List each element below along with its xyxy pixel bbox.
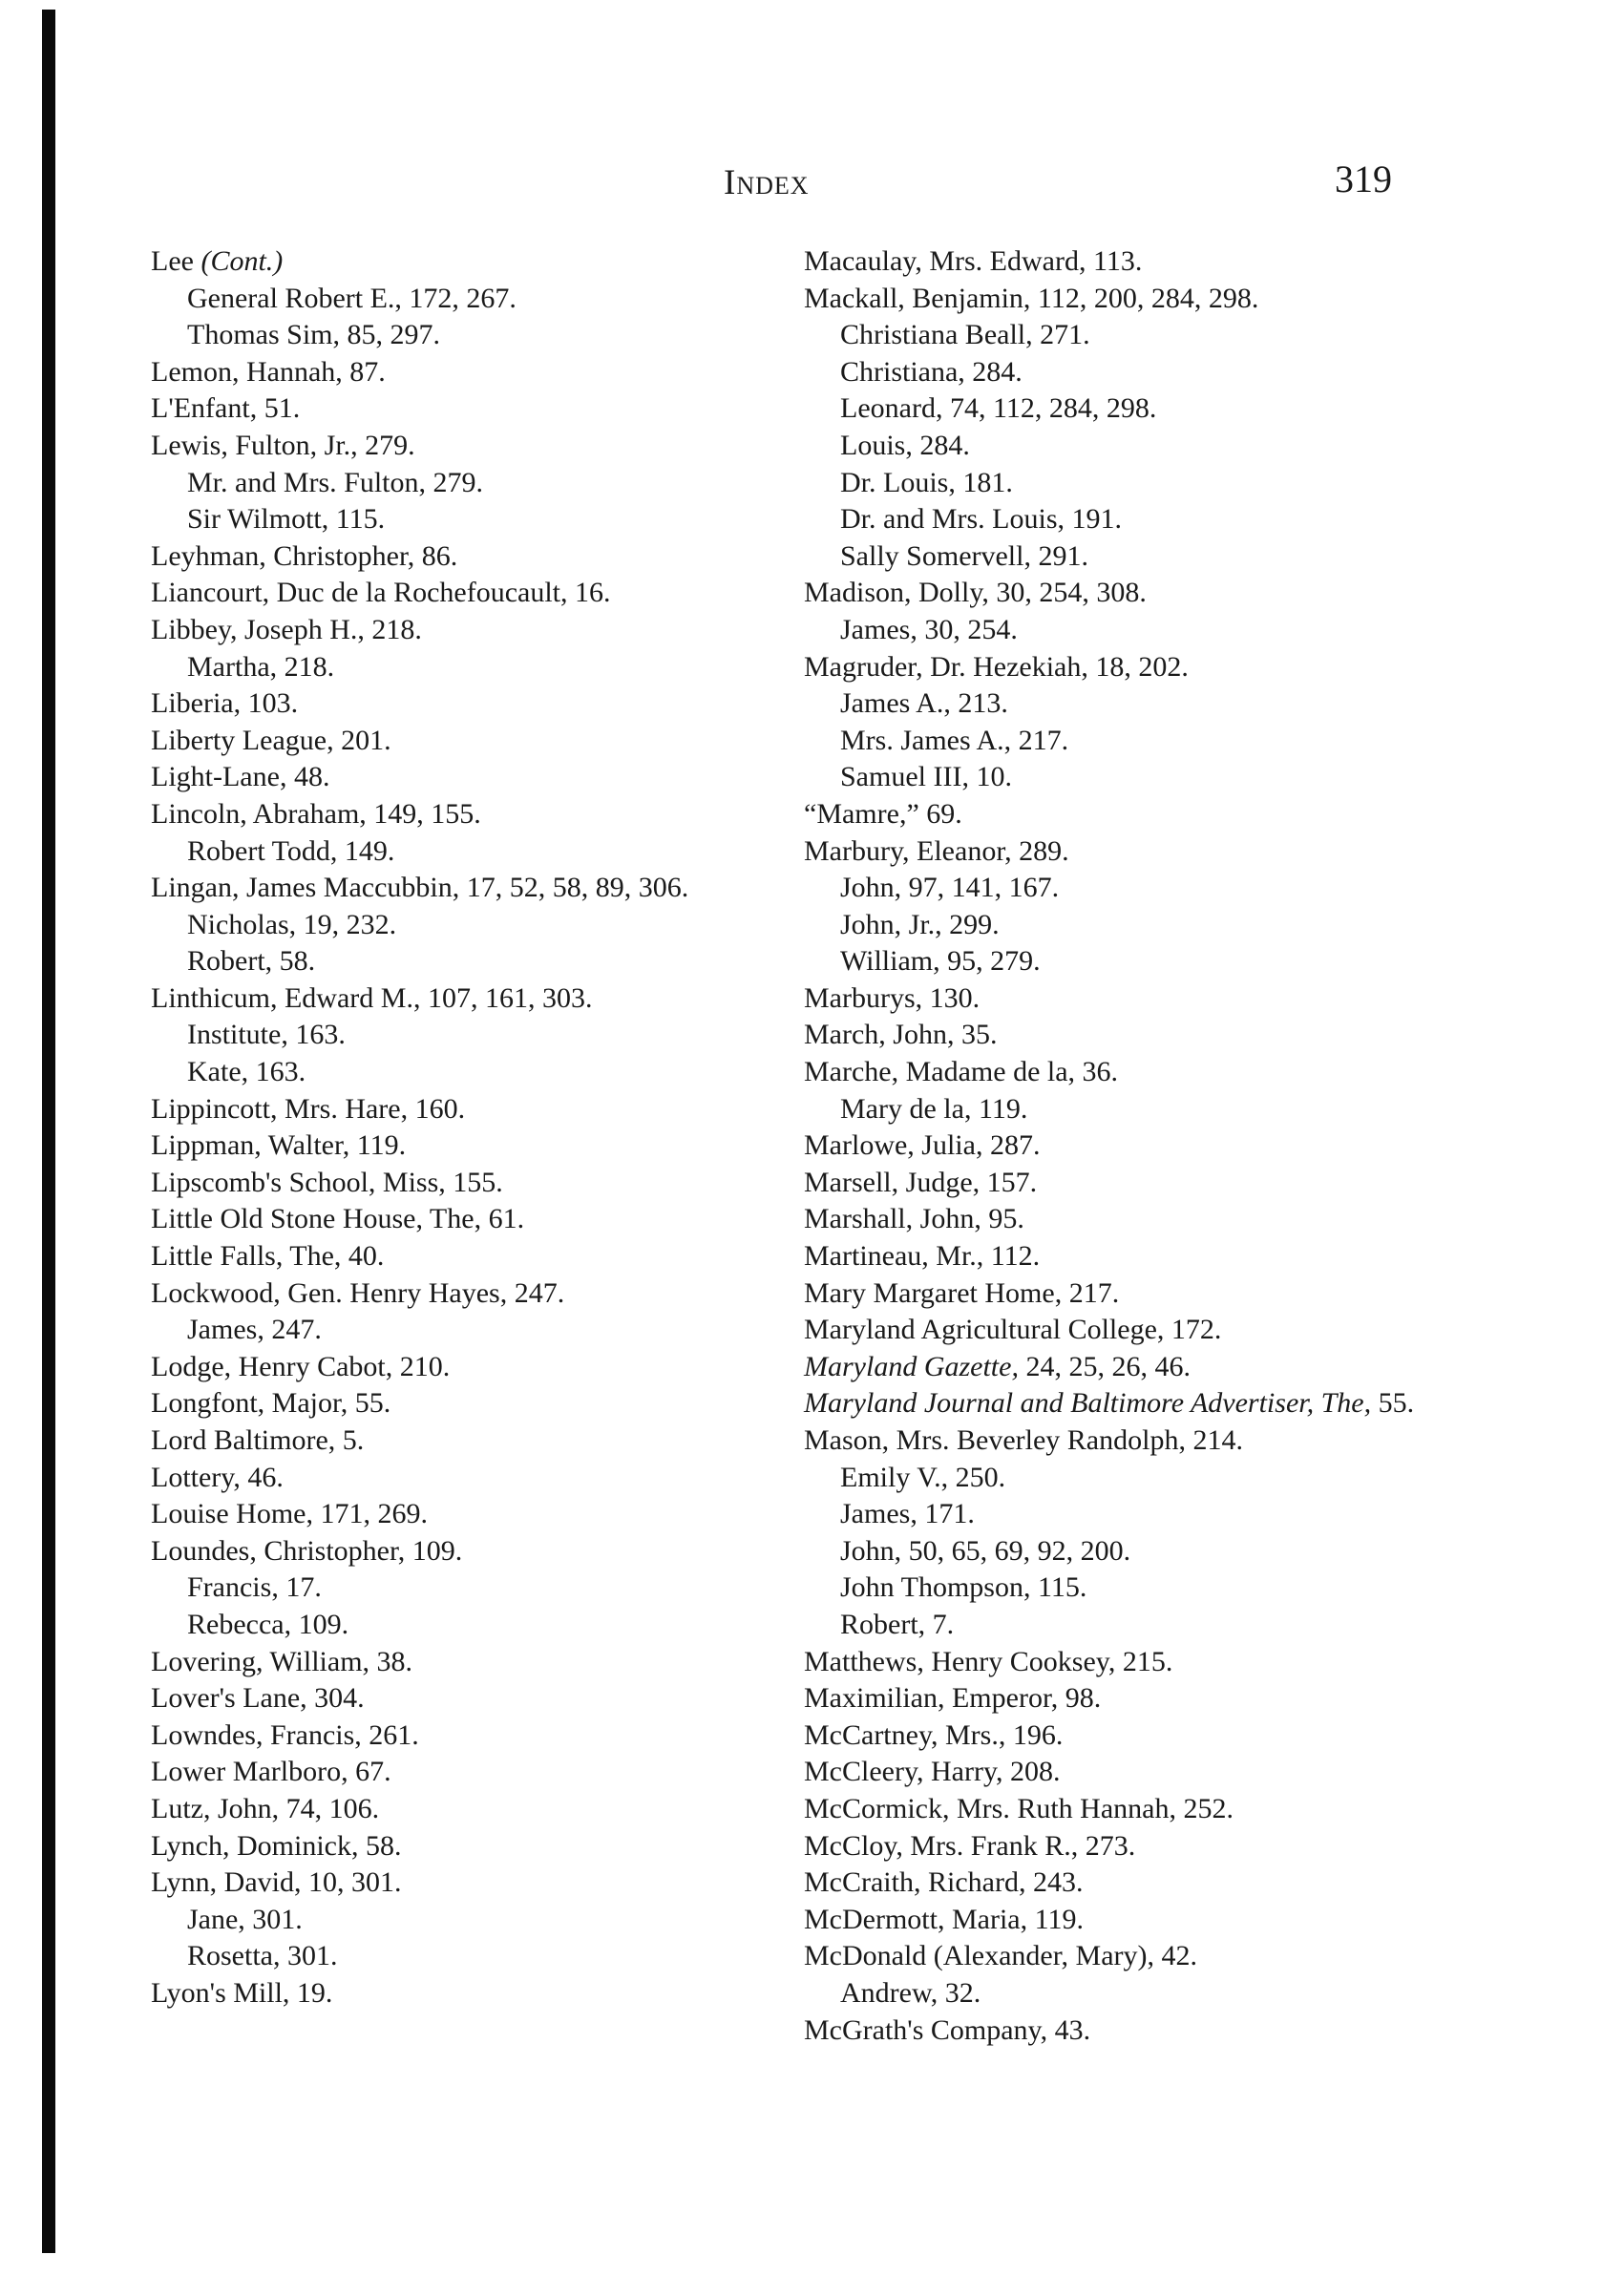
index-entry-text: Jane, 301. <box>187 1903 303 1935</box>
index-entry-text: 55. <box>1371 1387 1415 1420</box>
index-entry <box>151 1201 810 1238</box>
index-entry-text: Leonard, 74, 112, 284, 298. <box>840 392 1157 425</box>
index-entry-text: Liberty League, 201. <box>151 724 391 756</box>
index-entry <box>151 428 810 465</box>
index-entry-text: McCartney, Mrs., 196. <box>804 1718 1064 1751</box>
index-subentry <box>804 465 1463 502</box>
index-entry-text: Lipscomb's School, Miss, 155. <box>151 1166 503 1198</box>
index-entry-text: Louis, 284. <box>840 429 970 461</box>
index-entry <box>151 1718 810 1755</box>
index-entry-text: Lovering, William, 38. <box>151 1645 413 1677</box>
index-entry <box>151 1422 810 1460</box>
index-entry <box>151 1828 810 1865</box>
index-entry <box>804 243 1463 281</box>
index-entry-text: March, John, 35. <box>804 1019 998 1051</box>
index-entry <box>804 281 1463 318</box>
index-entry <box>151 1496 810 1533</box>
index-entry <box>804 649 1463 686</box>
index-entry <box>804 1828 1463 1865</box>
index-entry-text: Sally Somervell, 291. <box>840 539 1088 572</box>
index-entry <box>804 1201 1463 1238</box>
index-entry <box>804 575 1463 612</box>
index-entry-text: John, 50, 65, 69, 92, 200. <box>840 1534 1131 1567</box>
index-entry-text: McCormick, Mrs. Ruth Hannah, 252. <box>804 1792 1234 1824</box>
index-entry-text: Lynch, Dominick, 58. <box>151 1829 402 1862</box>
index-entry-text: Dr. and Mrs. Louis, 191. <box>840 503 1122 536</box>
index-entry <box>804 1644 1463 1681</box>
index-entry-text: Thomas Sim, 85, 297. <box>187 319 441 351</box>
index-entry-text: Andrew, 32. <box>840 1976 981 2009</box>
index-entry-text: Mary de la, 119. <box>840 1092 1028 1125</box>
index-entry-text: Mackall, Benjamin, 112, 200, 284, 298. <box>804 282 1259 314</box>
index-entry-text: Magruder, Dr. Hezekiah, 18, 202. <box>804 650 1189 683</box>
index-entry-text: Little Old Stone House, The, 61. <box>151 1203 525 1235</box>
index-subentry <box>151 317 810 354</box>
index-entry-text: General Robert E., 172, 267. <box>187 282 517 314</box>
index-entry-text: Lippman, Walter, 119. <box>151 1129 407 1162</box>
index-entry <box>151 538 810 576</box>
index-entry-text: Libbey, Joseph H., 218. <box>151 613 422 645</box>
index-subentry <box>151 281 810 318</box>
index-subentry <box>804 1496 1463 1533</box>
index-subentry <box>804 723 1463 760</box>
index-entry-text: John Thompson, 115. <box>840 1571 1087 1604</box>
index-entry <box>804 1165 1463 1202</box>
index-entry-text: Lover's Lane, 304. <box>151 1682 365 1715</box>
index-subentry <box>804 501 1463 538</box>
index-entry <box>804 980 1463 1018</box>
index-subentry <box>804 538 1463 576</box>
index-entry <box>804 1902 1463 1939</box>
index-entry-text: Matthews, Henry Cooksey, 215. <box>804 1645 1173 1677</box>
index-entry-text: John, 97, 141, 167. <box>840 872 1060 904</box>
index-entry-text: Macaulay, Mrs. Edward, 113. <box>804 245 1143 277</box>
index-entry-text: “Mamre,” 69. <box>804 797 962 830</box>
index-entry <box>804 1422 1463 1460</box>
index-entry-text: Loundes, Christopher, 109. <box>151 1534 463 1567</box>
index-entry-text: Linthicum, Edward M., 107, 161, 303. <box>151 981 593 1014</box>
index-entry-text: Longfont, Major, 55. <box>151 1387 391 1420</box>
index-subentry <box>804 1533 1463 1570</box>
index-entry-text: Lee <box>151 245 201 277</box>
index-entry <box>151 575 810 612</box>
index-subentry <box>151 501 810 538</box>
index-entry <box>151 685 810 723</box>
index-entry-text: Mr. and Mrs. Fulton, 279. <box>187 466 484 498</box>
index-entry <box>151 612 810 649</box>
index-entry <box>804 1718 1463 1755</box>
index-entry-text: Lemon, Hannah, 87. <box>151 355 386 388</box>
index-entry-text: Mason, Mrs. Beverley Randolph, 214. <box>804 1424 1243 1456</box>
index-entry-text: Robert, 7. <box>840 1608 955 1640</box>
index-entry-text: Sir Wilmott, 115. <box>187 503 386 536</box>
index-entry <box>151 1127 810 1165</box>
running-head <box>0 153 1624 210</box>
index-entry-text: Madison, Dolly, 30, 254, 308. <box>804 577 1147 609</box>
index-entry <box>151 980 810 1018</box>
index-entry <box>804 1791 1463 1828</box>
index-entry <box>151 1680 810 1718</box>
index-entry-text: Lockwood, Gen. Henry Hayes, 247. <box>151 1276 565 1309</box>
index-entry <box>804 1127 1463 1165</box>
index-entry <box>151 1275 810 1313</box>
index-subentry <box>151 833 810 871</box>
index-subentry <box>151 1902 810 1939</box>
index-entry-text: Marche, Madame de la, 36. <box>804 1056 1119 1088</box>
index-entry <box>804 796 1463 833</box>
index-entry-text: Lowndes, Francis, 261. <box>151 1718 419 1751</box>
index-entry <box>804 1680 1463 1718</box>
index-entry-text: John, Jr., 299. <box>840 908 1000 940</box>
index-column-left <box>151 243 810 2013</box>
index-subentry <box>804 612 1463 649</box>
index-entry <box>151 1533 810 1570</box>
index-entry-text: Marsell, Judge, 157. <box>804 1166 1038 1198</box>
index-entry-text: Lutz, John, 74, 106. <box>151 1792 380 1824</box>
index-entry-text: Maryland Gazette, <box>804 1350 1019 1382</box>
index-entry <box>151 1791 810 1828</box>
index-entry <box>151 354 810 391</box>
index-entry-text: 24, 25, 26, 46. <box>1018 1350 1191 1382</box>
index-entry-text: Marshall, John, 95. <box>804 1203 1024 1235</box>
index-entry-text: James, 247. <box>187 1314 322 1346</box>
index-entry-text: Little Falls, The, 40. <box>151 1240 385 1273</box>
index-entry-text: Dr. Louis, 181. <box>840 466 1013 498</box>
index-entry <box>804 1017 1463 1054</box>
index-entry-text: Mrs. James A., 217. <box>840 724 1069 756</box>
index-entry-text: McDermott, Maria, 119. <box>804 1903 1084 1935</box>
index-entry-text: Liberia, 103. <box>151 687 299 720</box>
index-entry-text: McCleery, Harry, 208. <box>804 1756 1061 1788</box>
index-entry-text: Marbury, Eleanor, 289. <box>804 834 1069 867</box>
index-entry <box>151 1385 810 1422</box>
index-subentry <box>804 390 1463 428</box>
index-subentry <box>151 1607 810 1644</box>
index-entry <box>804 1865 1463 1902</box>
index-entry-text: Light-Lane, 48. <box>151 761 330 793</box>
index-entry-text: McDonald (Alexander, Mary), 42. <box>804 1940 1198 1972</box>
index-entry-text: Robert, 58. <box>187 945 316 978</box>
index-entry-text: Maryland Journal and Baltimore Advertiser, The, <box>804 1387 1372 1420</box>
index-entry-text: McCraith, Richard, 243. <box>804 1866 1084 1899</box>
index-entry-text: Martha, 218. <box>187 650 335 683</box>
index-subentry <box>151 465 810 502</box>
index-entry-text: Leyhman, Christopher, 86. <box>151 539 458 572</box>
index-entry-text: Lingan, James Maccubbin, 17, 52, 58, 89, 306. <box>151 872 689 904</box>
index-subentry <box>804 428 1463 465</box>
index-entry-text: Lincoln, Abraham, 149, 155. <box>151 797 481 830</box>
index-entry-text: James A., 213. <box>840 687 1008 720</box>
index-entry <box>804 1349 1463 1386</box>
index-entry <box>151 1091 810 1128</box>
index-entry <box>151 243 810 281</box>
index-subentry <box>151 943 810 980</box>
index-entry-text: Christiana, 284. <box>840 355 1023 388</box>
index-entry-text: Rosetta, 301. <box>187 1940 338 1972</box>
scan-binding-edge <box>42 10 55 2253</box>
index-subentry <box>151 1017 810 1054</box>
index-entry <box>151 1238 810 1275</box>
index-entry <box>151 1460 810 1497</box>
index-subentry <box>151 649 810 686</box>
index-entry-text: Louise Home, 171, 269. <box>151 1498 428 1530</box>
index-subentry <box>151 1312 810 1349</box>
index-entry <box>151 1349 810 1386</box>
index-subentry <box>804 1570 1463 1607</box>
index-subentry <box>804 354 1463 391</box>
index-subentry <box>151 907 810 944</box>
index-entry <box>151 759 810 796</box>
index-subentry <box>804 870 1463 907</box>
index-entry <box>151 723 810 760</box>
index-entry-text: McCloy, Mrs. Frank R., 273. <box>804 1829 1136 1862</box>
index-entry <box>151 1754 810 1791</box>
index-entry <box>804 1238 1463 1275</box>
index-entry-text: Lodge, Henry Cabot, 210. <box>151 1350 451 1382</box>
index-entry-text: Lower Marlboro, 67. <box>151 1756 391 1788</box>
index-entry <box>151 1165 810 1202</box>
index-column-right <box>804 243 1463 2049</box>
index-entry-text: Kate, 163. <box>187 1056 306 1088</box>
index-entry-text: Lewis, Fulton, Jr., 279. <box>151 429 415 461</box>
index-entry <box>804 833 1463 871</box>
index-entry-text: Maryland Agricultural College, 172. <box>804 1314 1222 1346</box>
index-subentry <box>804 1607 1463 1644</box>
index-subentry <box>804 1975 1463 2013</box>
index-entry-text: Francis, 17. <box>187 1571 322 1604</box>
index-entry-text: Lippincott, Mrs. Hare, 160. <box>151 1092 466 1125</box>
index-entry-text: Martineau, Mr., 112. <box>804 1240 1041 1273</box>
index-entry-text: Christiana Beall, 271. <box>840 319 1090 351</box>
index-entry-text: Institute, 163. <box>187 1019 346 1051</box>
index-entry-text: Samuel III, 10. <box>840 761 1012 793</box>
index-entry <box>151 1865 810 1902</box>
index-entry-text: Lord Baltimore, 5. <box>151 1424 365 1456</box>
index-entry-text: Marburys, 130. <box>804 981 981 1014</box>
index-subentry <box>804 685 1463 723</box>
index-subentry <box>804 1091 1463 1128</box>
index-entry <box>151 1975 810 2013</box>
index-entry-text: Maximilian, Emperor, 98. <box>804 1682 1102 1715</box>
page-title: Index <box>724 163 810 202</box>
index-entry-text: McGrath's Company, 43. <box>804 2013 1091 2046</box>
index-entry-text: L'Enfant, 51. <box>151 392 301 425</box>
index-entry-text: Marlowe, Julia, 287. <box>804 1129 1041 1162</box>
index-entry-text: Lottery, 46. <box>151 1461 284 1493</box>
index-entry-text: Lyon's Mill, 19. <box>151 1976 333 2009</box>
index-entry <box>151 796 810 833</box>
index-entry <box>804 1385 1456 1422</box>
index-entry-text: James, 30, 254. <box>840 613 1018 645</box>
index-entry <box>151 390 810 428</box>
index-entry <box>151 870 803 907</box>
index-entry <box>804 1275 1463 1313</box>
index-subentry <box>804 1460 1463 1497</box>
index-entry <box>804 1938 1463 1975</box>
index-entry <box>804 1754 1463 1791</box>
page-number: 319 <box>1335 158 1392 200</box>
index-entry-text: Mary Margaret Home, 217. <box>804 1276 1120 1309</box>
index-entry-text: Rebecca, 109. <box>187 1608 349 1640</box>
index-subentry <box>804 759 1463 796</box>
index-subentry <box>804 907 1463 944</box>
index-entry <box>804 1312 1463 1349</box>
index-subentry <box>151 1570 810 1607</box>
index-entry-text: Lynn, David, 10, 301. <box>151 1866 402 1899</box>
index-subentry <box>151 1054 810 1091</box>
index-entry-text: William, 95, 279. <box>840 945 1041 978</box>
index-entry-text: Nicholas, 19, 232. <box>187 908 397 940</box>
index-entry <box>804 2013 1463 2050</box>
index-entry-text: (Cont.) <box>200 245 284 277</box>
index-entry <box>804 1054 1463 1091</box>
index-subentry <box>804 317 1463 354</box>
index-subentry <box>804 943 1463 980</box>
index-entry-text: James, 171. <box>840 1498 975 1530</box>
index-entry-text: Liancourt, Duc de la Rochefoucault, 16. <box>151 577 611 609</box>
index-entry-text: Robert Todd, 149. <box>187 834 395 867</box>
index-entry-text: Emily V., 250. <box>840 1461 1006 1493</box>
index-subentry <box>151 1938 810 1975</box>
index-entry <box>151 1644 810 1681</box>
